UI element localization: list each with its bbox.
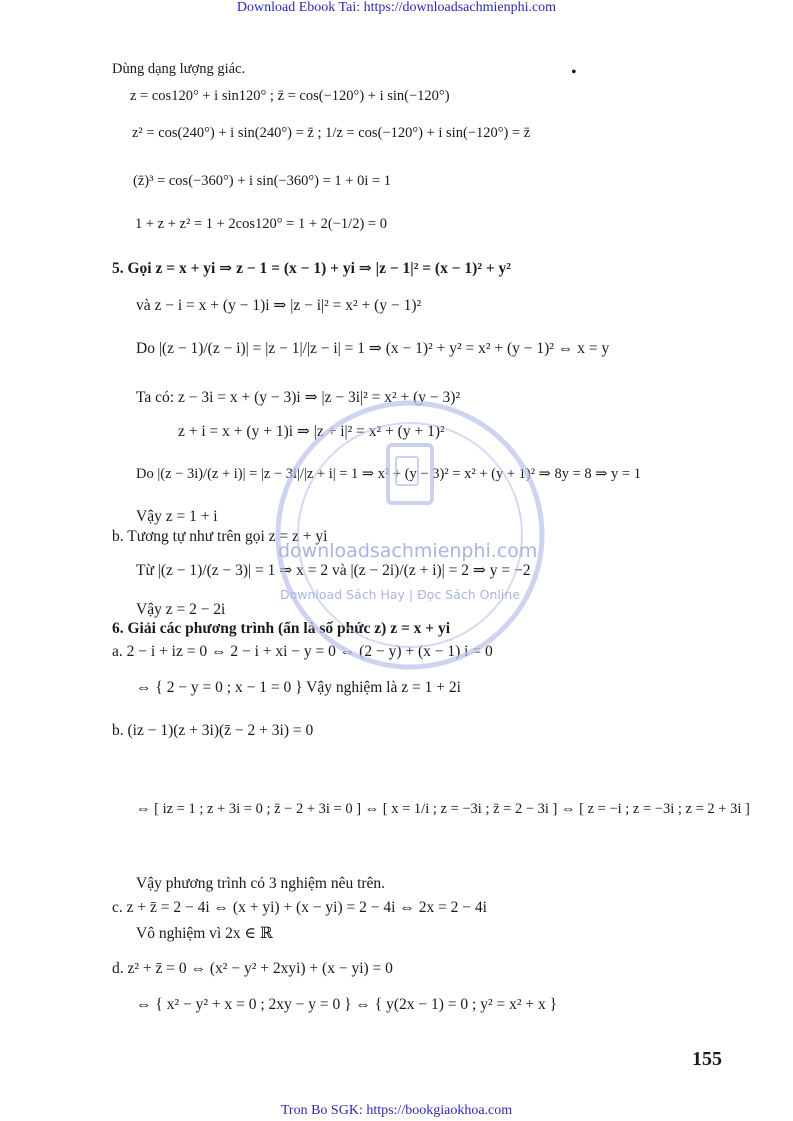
page-number: 155 — [692, 1048, 722, 1070]
math-line: ⇔ [ iz = 1 ; z + 3i = 0 ; z̄ − 2 + 3i = 0 ] ⇔ [ x = 1/i ; z = −3i ; z̄ = 2 − 3i ] ⇔ [ z = −i ; z = −3i ; z = 2 + 3i ] — [136, 801, 750, 817]
math-line: 1 + z + z² = 1 + 2cos120° = 1 + 2(−1/2) = 0 — [135, 216, 387, 232]
math-line: d. z² + z̄ = 0 ⇔ (x² − y² + 2xyi) + (x − yi) = 0 — [112, 960, 393, 977]
math-line: b. (iz − 1)(z + 3i)(z̄ − 2 + 3i) = 0 — [112, 722, 314, 739]
math-line: Ta có: z − 3i = x + (y − 3)i ⇒ |z − 3i|² = x² + (y − 3)² — [136, 389, 461, 406]
exercise-5-heading: 5. Gọi z = x + yi ⇒ z − 1 = (x − 1) + yi ⇒ |z − 1|² = (x − 1)² + y² — [112, 260, 511, 277]
exercise-6-heading: 6. Giải các phương trình (ẩn là số phức z) z = x + yi — [112, 620, 451, 637]
math-line: a. 2 − i + iz = 0 ⇔ 2 − i + xi − y = 0 ⇔ (2 − y) + (x − 1) i = 0 — [112, 643, 493, 660]
math-line: z² = cos(240°) + i sin(240°) = z̄ ; 1/z = cos(−120°) + i sin(−120°) = z̄ — [132, 125, 531, 141]
page-footer[interactable]: Tron Bo SGK: https://bookgiaokhoa.com — [280, 1103, 513, 1118]
math-line: (z̄)³ = cos(−360°) + i sin(−360°) = 1 + 0i = 1 — [133, 173, 392, 189]
page-header[interactable]: Download Ebook Tai: https://downloadsachmienphi.com — [236, 0, 557, 15]
math-line: Từ |(z − 1)/(z − 3)| = 1 ⇒ x = 2 và |(z − 2i)/(z + i)| = 2 ⇒ y = −2 — [136, 562, 531, 579]
watermark-site: downloadsachmienphi.com — [278, 540, 538, 562]
math-line: ⇔ { 2 − y = 0 ; x − 1 = 0 } Vậy nghiệm là z = 1 + 2i — [136, 679, 461, 696]
math-line: và z − i = x + (y − 1)i ⇒ |z − i|² = x² + (y − 1)² — [136, 297, 422, 314]
result-line: Vậy phương trình có 3 nghiệm nêu trên. — [136, 875, 386, 892]
math-line: z + i = x + (y + 1)i ⇒ |z + i|² = x² + (y + 1)² — [178, 423, 445, 440]
stray-dot: • — [571, 64, 577, 81]
result-line: Vậy z = 2 − 2i — [136, 601, 226, 618]
part-b-heading: b. Tương tự như trên gọi z = z + yi — [112, 528, 328, 545]
math-line: c. z + z̄ = 2 − 4i ⇔ (x + yi) + (x − yi) = 2 − 4i ⇔ 2x = 2 − 4i — [112, 899, 487, 916]
result-line: Vô nghiệm vì 2x ∈ ℝ — [136, 925, 273, 942]
watermark-tagline: Download Sách Hay | Đọc Sách Online — [280, 587, 520, 602]
math-line: Do |(z − 3i)/(z + i)| = |z − 3i|/|z + i| = 1 ⇒ x² + (y − 3)² = x² + (y + 1)² ⇒ 8y = 8 ⇒ y = 1 — [136, 466, 641, 482]
text-line: Dùng dạng lượng giác. — [112, 61, 246, 77]
result-line: Vậy z = 1 + i — [136, 508, 218, 525]
math-line: Do |(z − 1)/(z − i)| = |z − 1|/|z − i| = 1 ⇒ (x − 1)² + y² = x² + (y − 1)² ⇔ x = y — [136, 340, 610, 357]
math-line: ⇔ { x² − y² + x = 0 ; 2xy − y = 0 } ⇔ { y(2x − 1) = 0 ; y² = x² + x } — [136, 996, 558, 1013]
math-line: z = cos120° + i sin120° ; z̄ = cos(−120°) + i sin(−120°) — [130, 88, 450, 104]
watermark-logo — [270, 395, 550, 675]
